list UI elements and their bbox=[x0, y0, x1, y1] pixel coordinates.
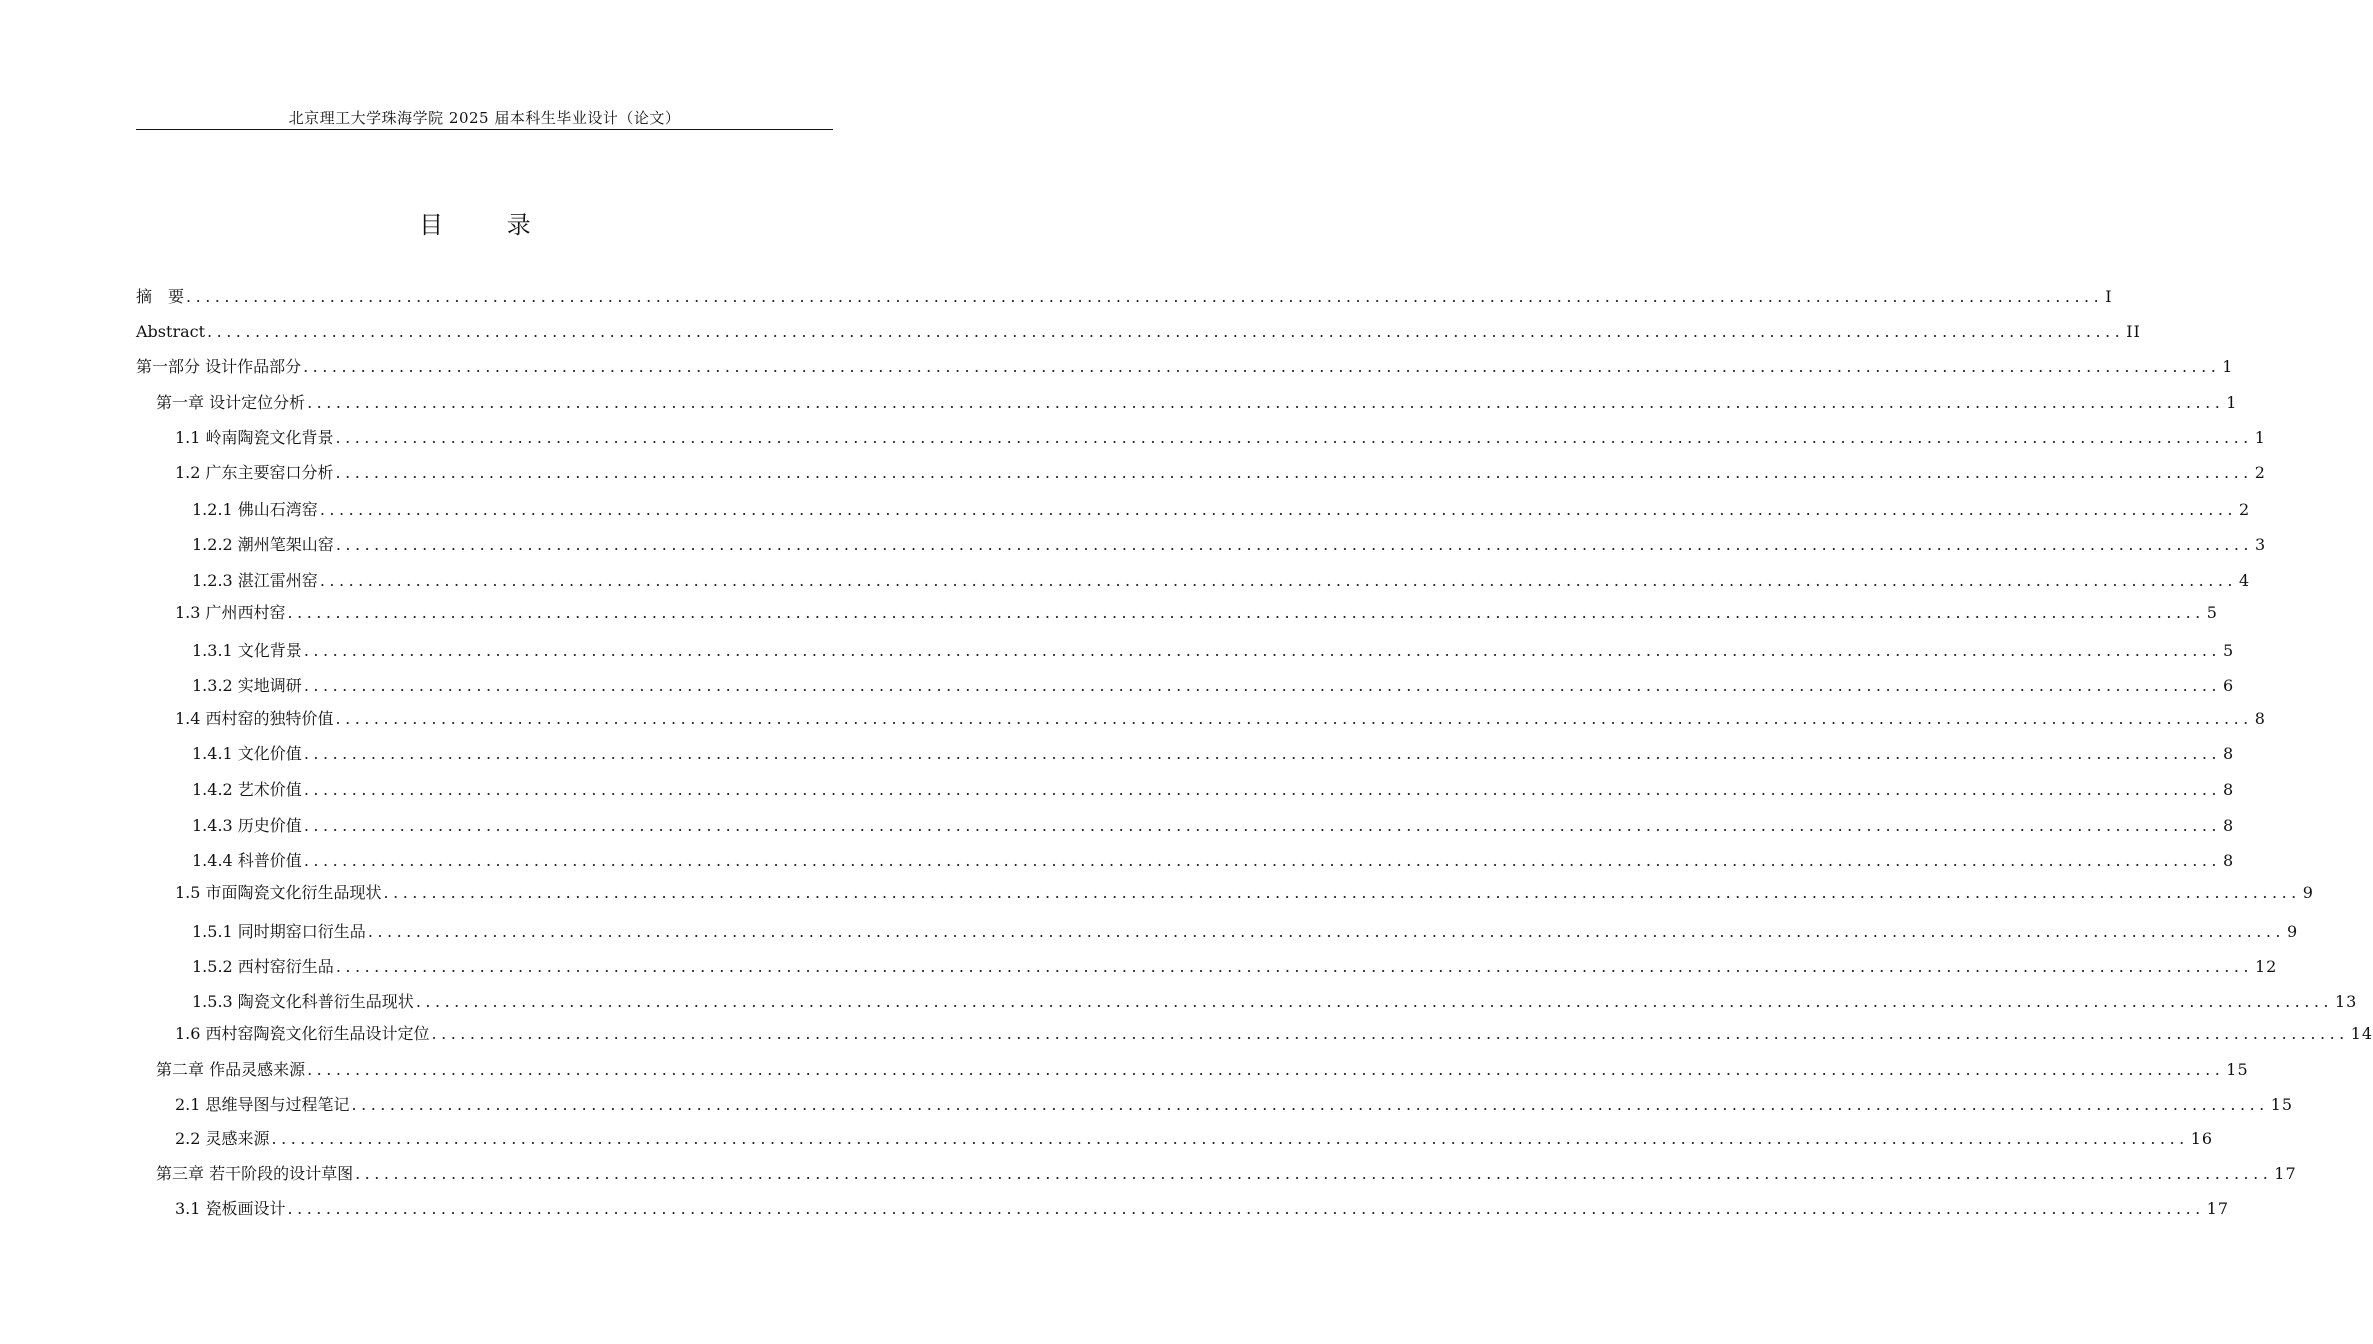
toc-page-number: 8 bbox=[2223, 851, 2235, 870]
toc-page-number: 3 bbox=[2255, 535, 2267, 554]
toc-entry[interactable] bbox=[192, 815, 2235, 837]
toc-entry-label: 1.6 西村窑陶瓷文化衍生品设计定位 bbox=[175, 1024, 430, 1043]
toc-entry-label: 1.2 广东主要窑口分析 bbox=[175, 463, 334, 482]
toc-entry[interactable] bbox=[156, 392, 2238, 414]
toc-entry-label: 摘 要 bbox=[136, 287, 185, 306]
toc-entry[interactable] bbox=[192, 499, 2251, 521]
toc-entry[interactable] bbox=[192, 850, 2235, 872]
toc-page-number: 8 bbox=[2254, 709, 2266, 728]
toc-entry[interactable] bbox=[192, 779, 2235, 801]
toc-entry-label: 1.2.1 佛山石湾窑 bbox=[192, 500, 318, 519]
toc-entry-label: 1.2.3 湛江雷州窑 bbox=[192, 571, 318, 590]
toc-dot-leader: ........................................................................................................................................................................................................ bbox=[335, 535, 2253, 554]
toc-dot-leader: ........................................................................................................................................................................................................ bbox=[287, 603, 2205, 622]
toc-entry[interactable] bbox=[136, 321, 2141, 343]
toc-entry[interactable] bbox=[175, 1128, 2214, 1150]
toc-entry[interactable] bbox=[175, 427, 2266, 449]
toc-dot-leader: ........................................................................................................................................................................................................ bbox=[303, 851, 2221, 870]
toc-page-number: 5 bbox=[2223, 641, 2235, 660]
toc-page-number: 12 bbox=[2255, 957, 2278, 976]
toc-page-number: 4 bbox=[2239, 571, 2251, 590]
toc-entry[interactable] bbox=[192, 570, 2251, 592]
toc-entry[interactable] bbox=[175, 882, 2314, 904]
toc-entry[interactable] bbox=[175, 708, 2266, 730]
toc-entry-label: Abstract bbox=[136, 322, 206, 341]
toc-page-number: 2 bbox=[2254, 463, 2266, 482]
toc-dot-leader: ........................................................................................................................................................................................................ bbox=[431, 1024, 2349, 1043]
toc-page-number: 2 bbox=[2239, 500, 2251, 519]
toc-dot-leader: ........................................................................................................................................................................................................ bbox=[335, 957, 2253, 976]
toc-entry-label: 3.1 瓷板画设计 bbox=[175, 1199, 286, 1218]
toc-title: 目 录 bbox=[419, 211, 559, 239]
toc-entry-label: 1.5.2 西村窑衍生品 bbox=[192, 957, 334, 976]
toc-dot-leader: ........................................................................................................................................................................................................ bbox=[335, 463, 2253, 482]
toc-entry-label: 2.2 灵感来源 bbox=[175, 1129, 270, 1148]
toc-entry[interactable] bbox=[192, 921, 2299, 943]
toc-entry-label: 1.3 广州西村窑 bbox=[175, 603, 286, 622]
toc-dot-leader: ........................................................................................................................................................................................................ bbox=[351, 1095, 2269, 1114]
toc-page-number: 15 bbox=[2270, 1095, 2294, 1114]
toc-entry-label: 第三章 若干阶段的设计草图 bbox=[156, 1164, 354, 1183]
toc-page-number: II bbox=[2126, 322, 2141, 341]
toc-page-number: 5 bbox=[2206, 603, 2218, 622]
toc-entry-label: 1.4.4 科普价值 bbox=[192, 851, 302, 870]
toc-dot-leader: ........................................................................................................................................................................................................ bbox=[207, 322, 2125, 341]
toc-page-number: 15 bbox=[2226, 1060, 2249, 1079]
toc-entry-label: 第一部分 设计作品部分 bbox=[136, 357, 302, 376]
toc-entry-label: 1.3.1 文化背景 bbox=[192, 641, 302, 660]
toc-dot-leader: ........................................................................................................................................................................................................ bbox=[303, 676, 2221, 695]
toc-entry[interactable] bbox=[192, 640, 2235, 662]
toc-dot-leader: ........................................................................................................................................................................................................ bbox=[319, 500, 2237, 519]
toc-entry[interactable] bbox=[192, 991, 2358, 1013]
toc-dot-leader: ........................................................................................................................................................................................................ bbox=[335, 428, 2253, 447]
toc-entry[interactable] bbox=[136, 356, 2234, 378]
toc-dot-leader: ........................................................................................................................................................................................................ bbox=[355, 1164, 2273, 1183]
toc-entry[interactable] bbox=[175, 462, 2266, 484]
toc-entry-label: 1.1 岭南陶瓷文化背景 bbox=[175, 428, 334, 447]
toc-entry-label: 第一章 设计定位分析 bbox=[156, 393, 306, 412]
toc-page-number: 8 bbox=[2223, 816, 2235, 835]
toc-entry[interactable] bbox=[175, 602, 2218, 624]
toc-page-number: 13 bbox=[2335, 992, 2358, 1011]
toc-entry-label: 1.4.1 文化价值 bbox=[192, 744, 302, 763]
toc-page-number: 6 bbox=[2223, 676, 2235, 695]
toc-dot-leader: ........................................................................................................................................................................................................ bbox=[319, 571, 2237, 590]
toc-entry-label: 1.4.2 艺术价值 bbox=[192, 780, 302, 799]
toc-dot-leader: ........................................................................................................................................................................................................ bbox=[415, 992, 2333, 1011]
toc-entry-label: 第二章 作品灵感来源 bbox=[156, 1060, 306, 1079]
toc-entry-label: 1.3.2 实地调研 bbox=[192, 676, 302, 695]
toc-dot-leader: ........................................................................................................................................................................................................ bbox=[367, 922, 2285, 941]
toc-dot-leader: ........................................................................................................................................................................................................ bbox=[307, 1060, 2225, 1079]
toc-dot-leader: ........................................................................................................................................................................................................ bbox=[303, 816, 2221, 835]
toc-page-number: 8 bbox=[2223, 744, 2235, 763]
toc-dot-leader: ........................................................................................................................................................................................................ bbox=[271, 1129, 2189, 1148]
toc-page-number: 1 bbox=[2222, 357, 2234, 376]
toc-dot-leader: ........................................................................................................................................................................................................ bbox=[307, 393, 2225, 412]
toc-entry[interactable] bbox=[175, 1198, 2230, 1220]
toc-dot-leader: ........................................................................................................................................................................................................ bbox=[303, 357, 2221, 376]
toc-entry-label: 1.5.3 陶瓷文化科普衍生品现状 bbox=[192, 992, 414, 1011]
toc-dot-leader: ........................................................................................................................................................................................................ bbox=[335, 709, 2253, 728]
toc-entry-label: 1.5 市面陶瓷文化衍生品现状 bbox=[175, 883, 382, 902]
toc-page-number: 17 bbox=[2206, 1199, 2230, 1218]
toc-entry-label: 1.4 西村窑的独特价值 bbox=[175, 709, 334, 728]
toc-entry-label: 1.4.3 历史价值 bbox=[192, 816, 302, 835]
toc-entry[interactable] bbox=[192, 675, 2235, 697]
toc-dot-leader: ........................................................................................................................................................................................................ bbox=[303, 780, 2221, 799]
toc-entry[interactable] bbox=[192, 956, 2278, 978]
toc-page-number: 9 bbox=[2302, 883, 2314, 902]
toc-page-number: 17 bbox=[2274, 1164, 2297, 1183]
toc-page-number: 1 bbox=[2226, 393, 2238, 412]
toc-entry-label: 2.1 思维导图与过程笔记 bbox=[175, 1095, 350, 1114]
toc-dot-leader: ........................................................................................................................................................................................................ bbox=[383, 883, 2301, 902]
toc-entry[interactable] bbox=[156, 1163, 2297, 1185]
toc-entry-label: 1.5.1 同时期窑口衍生品 bbox=[192, 922, 366, 941]
toc-dot-leader: ........................................................................................................................................................................................................ bbox=[303, 744, 2221, 763]
toc-page-number: 14 bbox=[2350, 1024, 2373, 1043]
toc-page-number: 9 bbox=[2287, 922, 2299, 941]
toc-entry[interactable] bbox=[156, 1059, 2249, 1081]
toc-entry[interactable] bbox=[175, 1023, 2373, 1045]
toc-entry[interactable] bbox=[192, 534, 2267, 556]
running-header: 北京理工大学珠海学院 2025 届本科生毕业设计（论文） bbox=[288, 109, 681, 127]
toc-page-number: 1 bbox=[2254, 428, 2266, 447]
toc-entry-label: 1.2.2 潮州笔架山窑 bbox=[192, 535, 334, 554]
toc-page-number: 8 bbox=[2223, 780, 2235, 799]
toc-entry[interactable] bbox=[192, 743, 2235, 765]
toc-dot-leader: ........................................................................................................................................................................................................ bbox=[287, 1199, 2205, 1218]
toc-page-number: 16 bbox=[2190, 1129, 2214, 1148]
toc-dot-leader: ........................................................................................................................................................................................................ bbox=[303, 641, 2221, 660]
toc-page-number: I bbox=[2105, 287, 2113, 306]
toc-entry[interactable] bbox=[136, 286, 2113, 308]
toc-entry[interactable] bbox=[175, 1094, 2294, 1116]
toc-dot-leader: ........................................................................................................................................................................................................ bbox=[186, 287, 2104, 306]
